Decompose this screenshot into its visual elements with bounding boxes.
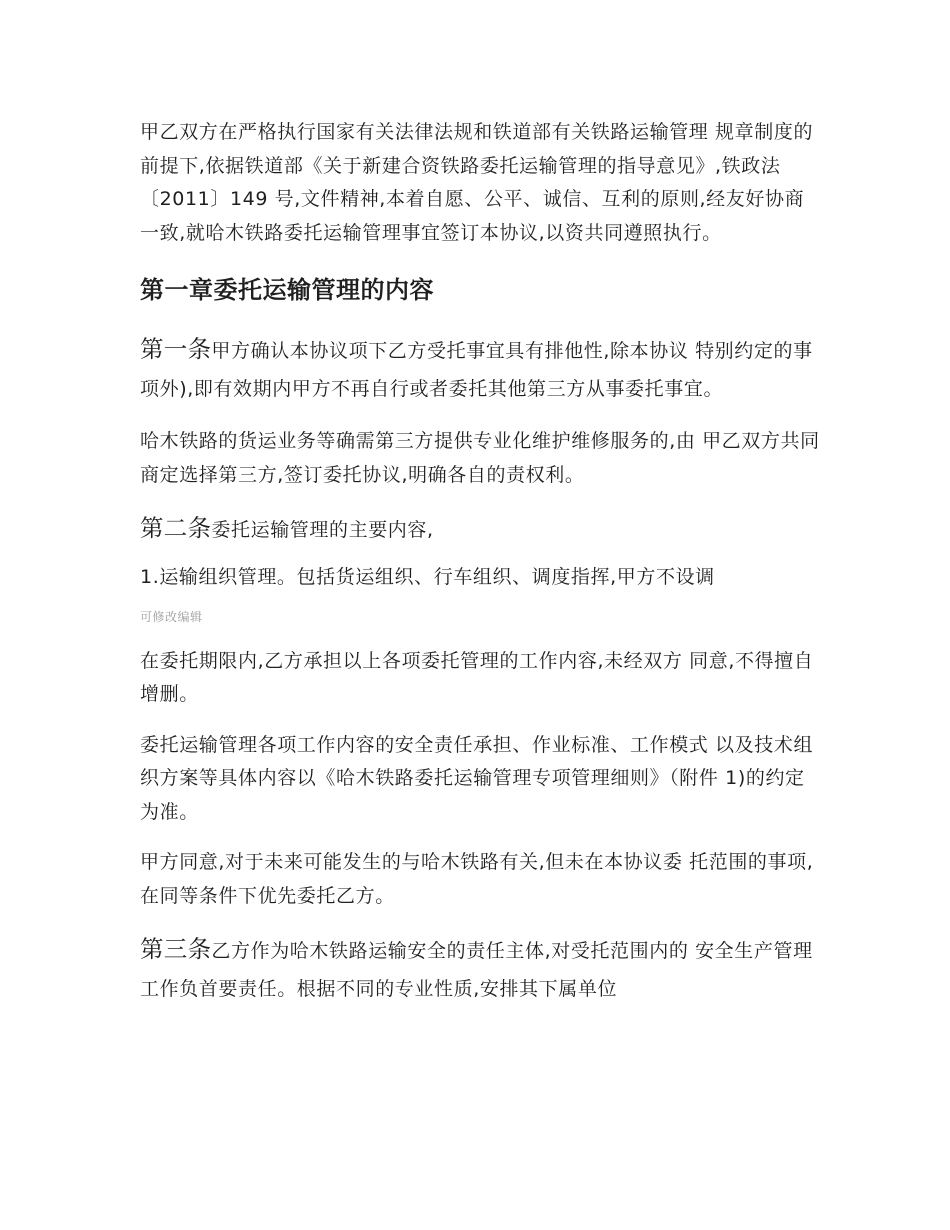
spacer [140,829,820,846]
article-2-lead: 第二条 [140,514,212,542]
spacer [140,712,820,729]
intro-paragraph: 甲乙双方在严格执行国家有关法律法规和铁道部有关铁路运输管理 规章制度的前提下,依据铁道部《关于新建合资铁路委托运输管理的指导意见》,铁政法〔2011〕149 号,文件精神,本着自愿、公平、诚信、互利的原则,经友好协商一致,就哈木铁路委托运输管理事宜签订本协议,以资共同遵照执行。 [140,121,814,244]
paragraph-freight-maintenance: 哈木铁路的货运业务等确需第三方提供专业化维护维修服务的,由 甲乙双方共同商定选择第三方,签订委托协议,明确各自的责权利。 [140,430,820,486]
spacer [140,250,820,272]
article-3-text: 乙方作为哈木铁路运输安全的责任主体,对受托范围内的 安全生产管理工作负首要责任。根据不同的专业性质,安排其下属单位 [140,940,813,1000]
editable-note: 可修改编辑 [140,609,203,624]
document-page [140,116,820,1008]
spacer [140,308,820,330]
article-3-lead: 第三条 [140,935,212,963]
article-2-text: 委托运输管理的主要内容, [211,519,434,541]
article-3 [140,930,820,1008]
paragraph-scope: 在委托期限内,乙方承担以上各项委托管理的工作内容,未经双方 同意,不得擅自增删。 [140,649,814,705]
spacer [140,625,820,645]
article-1 [140,330,820,408]
article-1-text: 甲方确认本协议项下乙方受托事宜具有排他性,除本协议 特别约定的事项外),即有效期内甲方不再自行或者委托其他第三方从事委托事宜。 [140,340,813,400]
spacer [140,913,820,930]
item-1: 1.运输组织管理。包括货运组织、行车组织、调度指挥,甲方不设调 [140,566,715,588]
spacer [140,408,820,425]
spacer [140,595,820,609]
paragraph-details: 委托运输管理各项工作内容的安全责任承担、作业标准、工作模式 以及技术组织方案等具体内容以《哈木铁路委托运输管理专项管理细则》（附件 1)的约定为准。 [140,733,814,823]
article-2 [140,509,820,549]
spacer [140,492,820,509]
spacer [140,549,820,561]
article-1-lead: 第一条 [140,335,212,363]
chapter-1-heading: 第一章委托运输管理的内容 [140,276,434,304]
paragraph-priority: 甲方同意,对于未来可能发生的与哈木铁路有关,但未在本协议委 托范围的事项,在同等条件下优先委托乙方。 [140,851,814,907]
